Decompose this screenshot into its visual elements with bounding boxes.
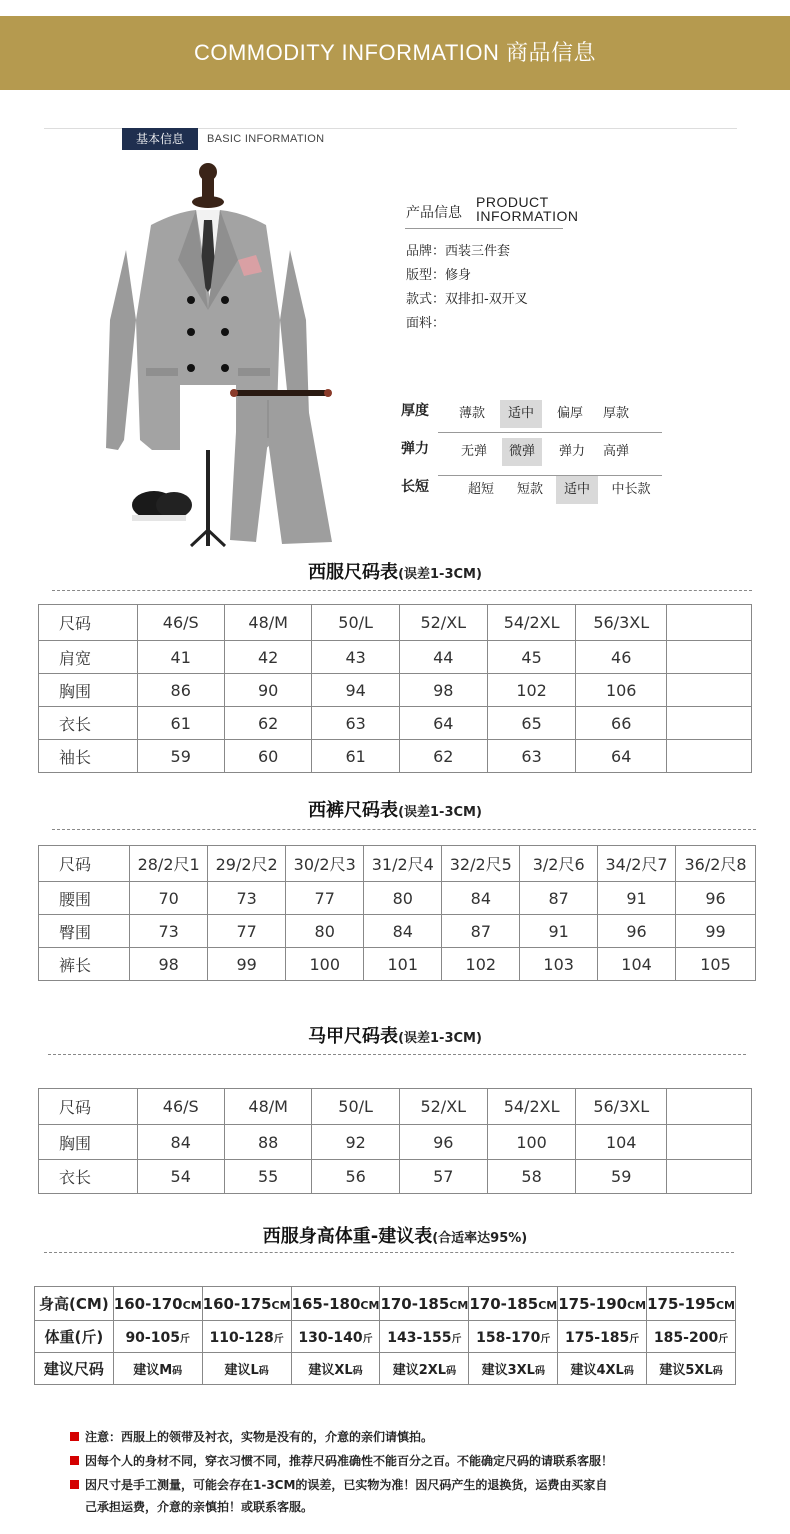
table-cell: 臀围: [39, 915, 130, 948]
fabric-line: 面料：: [406, 316, 446, 331]
table-cell: 31/2尺4: [364, 846, 442, 882]
cell-value: 90-105: [125, 1330, 180, 1346]
cell-unit: 码: [172, 1366, 183, 1377]
cell-value: 170-185: [380, 1295, 450, 1313]
table-cell: 96: [598, 915, 676, 948]
table-cell: 102: [442, 948, 520, 981]
length-option-medium: 适中: [556, 476, 598, 504]
table-cell: 36/2尺8: [676, 846, 756, 882]
suit-size-table: [38, 604, 752, 773]
table-cell: [667, 740, 752, 773]
table-cell: 87: [520, 882, 598, 915]
table-cell: 29/2尺2: [208, 846, 286, 882]
table-cell: 52/XL: [399, 605, 487, 641]
row-label: 体重(斤): [35, 1321, 114, 1353]
cell-unit: 斤: [273, 1334, 284, 1345]
cell-unit: 码: [352, 1366, 363, 1377]
table-cell: [469, 1353, 558, 1385]
cell-unit: CM: [538, 1299, 558, 1312]
cell-unit: CM: [271, 1299, 291, 1312]
table-cell: 100: [487, 1125, 576, 1160]
table-cell: 86: [137, 674, 224, 707]
table-cell: 87: [442, 915, 520, 948]
table-cell: 103: [520, 948, 598, 981]
cell-value: 175-185: [565, 1330, 630, 1346]
table-cell: [113, 1353, 202, 1385]
cell-value: 建议XL: [308, 1363, 353, 1378]
rec-table-heading: [0, 1222, 790, 1248]
length-option-mid-long: 中长款: [611, 482, 651, 497]
table-cell: 61: [137, 707, 224, 740]
cell-unit: CM: [360, 1299, 380, 1312]
table-cell: 48/M: [224, 1089, 312, 1125]
table-cell: 裤长: [39, 948, 130, 981]
cell-value: 185-200: [653, 1330, 719, 1346]
table-cell: 98: [399, 674, 487, 707]
cell-unit: 斤: [718, 1334, 729, 1345]
table-cell: 48/M: [224, 605, 312, 641]
table-cell: 30/2尺3: [286, 846, 364, 882]
brand-line: 品牌：西装三件套: [406, 244, 511, 259]
table-cell: [647, 1287, 736, 1321]
table-cell: [202, 1321, 291, 1353]
table-cell: 80: [364, 882, 442, 915]
suit-table-note: (误差1-3CM): [398, 567, 482, 582]
table-cell: 59: [576, 1160, 667, 1194]
table-cell: 50/L: [312, 1089, 399, 1125]
table-cell: 84: [442, 882, 520, 915]
cell-value: 170-185: [469, 1295, 539, 1313]
table-cell: 104: [598, 948, 676, 981]
table-cell: 44: [399, 641, 487, 674]
cell-unit: 码: [258, 1366, 269, 1377]
table-cell: 62: [399, 740, 487, 773]
table-cell: 102: [487, 674, 576, 707]
table-cell: 63: [487, 740, 576, 773]
thickness-option-thin: 薄款: [458, 406, 485, 421]
table-header-row: [39, 605, 752, 641]
table-cell: 50/L: [312, 605, 399, 641]
vest-table-title: 马甲尺码表: [308, 1026, 399, 1047]
table-cell: [667, 605, 752, 641]
thickness-option-thickish: 偏厚: [556, 406, 583, 421]
table-cell: 66: [576, 707, 667, 740]
table-cell: 104: [576, 1125, 667, 1160]
table-cell: [291, 1353, 380, 1385]
product-info-label-cn: 产品信息: [406, 205, 462, 221]
table-row: [35, 1353, 736, 1385]
table-header-row: [39, 846, 756, 882]
table-cell: [667, 1160, 752, 1194]
cell-value: 160-170: [113, 1295, 183, 1313]
table-cell: 98: [130, 948, 208, 981]
vest-table-divider: [48, 1054, 746, 1055]
table-row: [39, 948, 756, 981]
note-text: 因每个人的身材不同，穿衣习惯不同，推荐尺码准确性不能百分之百。不能确定尺码的请联系客服！: [85, 1454, 614, 1468]
table-cell: 衣长: [39, 707, 138, 740]
table-row: [35, 1287, 736, 1321]
stretch-label: 弹力: [401, 441, 429, 457]
product-info-label-en: PRODUCT INFORMATION: [476, 194, 579, 224]
table-cell: 尺码: [39, 846, 130, 882]
table-cell: 92: [312, 1125, 399, 1160]
cell-value: 110-128: [209, 1330, 274, 1346]
rec-table-divider: [44, 1252, 734, 1253]
table-cell: 袖长: [39, 740, 138, 773]
basic-info-en: BASIC INFORMATION: [207, 133, 325, 145]
table-row: [39, 915, 756, 948]
basic-info-tag: 基本信息: [122, 128, 198, 150]
rec-table-note: (合适率达95%): [432, 1231, 528, 1246]
table-cell: 94: [312, 674, 399, 707]
table-cell: 34/2尺7: [598, 846, 676, 882]
cell-value: 175-195: [647, 1295, 716, 1313]
cell-unit: 码: [446, 1366, 457, 1377]
cell-unit: CM: [449, 1299, 469, 1312]
table-cell: [667, 1089, 752, 1125]
row-label: 建议尺码: [35, 1353, 114, 1385]
table-cell: [558, 1287, 647, 1321]
product-image: [96, 150, 346, 550]
suit-table-divider: [52, 590, 752, 591]
table-cell: 73: [208, 882, 286, 915]
table-row: [39, 882, 756, 915]
table-cell: [291, 1321, 380, 1353]
note-text: 因尺寸是手工测量，可能会存在1-3CM的误差，已实物为准！因尺码产生的退换货，运费由买家自: [85, 1478, 608, 1492]
table-cell: 3/2尺6: [520, 846, 598, 882]
style-line: 款式：双排扣-双开叉: [406, 292, 528, 307]
rec-table-title: 西服身高体重-建议表: [262, 1226, 433, 1247]
table-cell: [469, 1287, 558, 1321]
thickness-option-medium: 适中: [500, 400, 542, 428]
table-cell: 80: [286, 915, 364, 948]
table-cell: 46/S: [137, 1089, 224, 1125]
note-item: [85, 1498, 313, 1515]
cell-value: 建议M: [133, 1363, 173, 1378]
table-cell: 32/2尺5: [442, 846, 520, 882]
table-cell: [380, 1287, 469, 1321]
table-cell: 45: [487, 641, 576, 674]
table-cell: 91: [598, 882, 676, 915]
pants-table-heading: [0, 796, 790, 822]
table-cell: 59: [137, 740, 224, 773]
table-cell: 64: [576, 740, 667, 773]
thickness-option-thick: 厚款: [602, 406, 629, 421]
red-square-icon: [70, 1480, 79, 1489]
red-square-icon: [70, 1432, 79, 1441]
table-row: [39, 1160, 752, 1194]
cell-unit: 斤: [629, 1334, 640, 1345]
vest-table-heading: [0, 1022, 790, 1048]
height-weight-table: [34, 1286, 736, 1385]
red-square-icon: [70, 1456, 79, 1465]
cell-unit: 码: [534, 1366, 545, 1377]
table-cell: [667, 641, 752, 674]
cell-unit: 斤: [540, 1334, 551, 1345]
table-cell: 胸围: [39, 674, 138, 707]
cell-value: 158-170: [476, 1330, 541, 1346]
cell-value: 建议3XL: [481, 1363, 535, 1378]
table-cell: [667, 1125, 752, 1160]
table-cell: 101: [364, 948, 442, 981]
table-row: [39, 707, 752, 740]
table-cell: 84: [364, 915, 442, 948]
table-cell: 73: [130, 915, 208, 948]
cell-unit: 斤: [451, 1334, 462, 1345]
stretch-option-stretch: 弹力: [558, 444, 585, 459]
table-cell: [113, 1287, 202, 1321]
table-cell: 46: [576, 641, 667, 674]
table-cell: 54/2XL: [487, 1089, 576, 1125]
table-cell: 61: [312, 740, 399, 773]
length-option-extra-short: 超短: [467, 482, 494, 497]
product-info-rule: [405, 228, 563, 229]
cell-unit: CM: [627, 1299, 647, 1312]
cell-value: 130-140: [298, 1330, 363, 1346]
table-cell: 60: [224, 740, 312, 773]
table-cell: 90: [224, 674, 312, 707]
stretch-option-none: 无弹: [460, 444, 487, 459]
cell-value: 165-180: [291, 1295, 361, 1313]
table-row: [39, 674, 752, 707]
table-cell: 91: [520, 915, 598, 948]
table-cell: 46/S: [137, 605, 224, 641]
table-cell: [558, 1321, 647, 1353]
table-cell: 28/2尺1: [130, 846, 208, 882]
pants-size-table: [38, 845, 756, 981]
table-cell: [647, 1321, 736, 1353]
table-cell: 57: [399, 1160, 487, 1194]
table-row: [39, 740, 752, 773]
stretch-option-slight: 微弹: [502, 438, 542, 466]
table-cell: [202, 1287, 291, 1321]
table-cell: 96: [399, 1125, 487, 1160]
table-cell: 99: [208, 948, 286, 981]
table-cell: 衣长: [39, 1160, 138, 1194]
length-option-short: 短款: [516, 482, 543, 497]
vest-size-table: [38, 1088, 752, 1194]
thickness-label: 厚度: [401, 403, 429, 419]
cell-value: 建议4XL: [570, 1363, 624, 1378]
table-cell: 96: [676, 882, 756, 915]
table-cell: 42: [224, 641, 312, 674]
table-cell: 88: [224, 1125, 312, 1160]
table-cell: 106: [576, 674, 667, 707]
table-cell: 56/3XL: [576, 1089, 667, 1125]
table-cell: 84: [137, 1125, 224, 1160]
table-cell: 65: [487, 707, 576, 740]
suit-table-heading: [0, 558, 790, 584]
table-cell: 77: [286, 882, 364, 915]
table-cell: 尺码: [39, 1089, 138, 1125]
table-cell: 70: [130, 882, 208, 915]
note-item: [70, 1476, 607, 1493]
table-cell: 54/2XL: [487, 605, 576, 641]
stretch-option-high: 高弹: [602, 444, 629, 459]
cell-unit: 斤: [362, 1334, 373, 1345]
table-cell: [469, 1321, 558, 1353]
cell-value: 建议L: [224, 1363, 259, 1378]
table-cell: 62: [224, 707, 312, 740]
note-text: 注意：西服上的领带及衬衣，实物是没有的，介意的亲们请慎拍。: [85, 1430, 434, 1444]
fit-line: 版型：修身: [406, 268, 472, 283]
cell-value: 175-190: [558, 1295, 628, 1313]
table-cell: 77: [208, 915, 286, 948]
note-item: [70, 1452, 613, 1469]
table-row: [39, 641, 752, 674]
table-cell: [202, 1353, 291, 1385]
attr-rule: [438, 432, 662, 433]
table-cell: [380, 1321, 469, 1353]
table-cell: [667, 674, 752, 707]
row-label: 身高(CM): [35, 1287, 114, 1321]
table-cell: 55: [224, 1160, 312, 1194]
cell-value: 建议5XL: [659, 1363, 713, 1378]
table-cell: 54: [137, 1160, 224, 1194]
cell-value: 建议2XL: [392, 1363, 447, 1378]
table-cell: 尺码: [39, 605, 138, 641]
table-cell: [113, 1321, 202, 1353]
cell-value: 143-155: [387, 1330, 452, 1346]
cell-unit: 斤: [179, 1334, 190, 1345]
table-cell: 105: [676, 948, 756, 981]
table-cell: 腰围: [39, 882, 130, 915]
cell-unit: CM: [715, 1299, 735, 1312]
table-cell: 肩宽: [39, 641, 138, 674]
table-header-row: [39, 1089, 752, 1125]
cell-value: 160-175: [202, 1295, 272, 1313]
vest-table-note: (误差1-3CM): [398, 1031, 482, 1046]
cell-unit: CM: [182, 1299, 202, 1312]
table-cell: 56/3XL: [576, 605, 667, 641]
length-label: 长短: [401, 479, 429, 495]
table-cell: 63: [312, 707, 399, 740]
suit-table-title: 西服尺码表: [308, 562, 399, 583]
table-cell: 52/XL: [399, 1089, 487, 1125]
table-cell: [667, 707, 752, 740]
table-cell: [647, 1353, 736, 1385]
table-cell: 56: [312, 1160, 399, 1194]
pants-table-divider: [52, 829, 756, 830]
table-cell: 胸围: [39, 1125, 138, 1160]
table-cell: [291, 1287, 380, 1321]
note-item: [70, 1428, 433, 1445]
table-cell: 43: [312, 641, 399, 674]
pants-table-note: (误差1-3CM): [398, 805, 482, 820]
table-row: [35, 1321, 736, 1353]
table-cell: 64: [399, 707, 487, 740]
table-cell: [380, 1353, 469, 1385]
cell-unit: 码: [623, 1366, 634, 1377]
table-cell: 41: [137, 641, 224, 674]
note-text: 己承担运费，介意的亲慎拍！或联系客服。: [85, 1500, 314, 1514]
table-cell: 58: [487, 1160, 576, 1194]
table-cell: 100: [286, 948, 364, 981]
pants-table-title: 西裤尺码表: [308, 800, 399, 821]
table-cell: 99: [676, 915, 756, 948]
table-cell: [558, 1353, 647, 1385]
table-row: [39, 1125, 752, 1160]
cell-unit: 码: [712, 1366, 723, 1377]
page-title: COMMODITY INFORMATION 商品信息: [193, 40, 597, 65]
